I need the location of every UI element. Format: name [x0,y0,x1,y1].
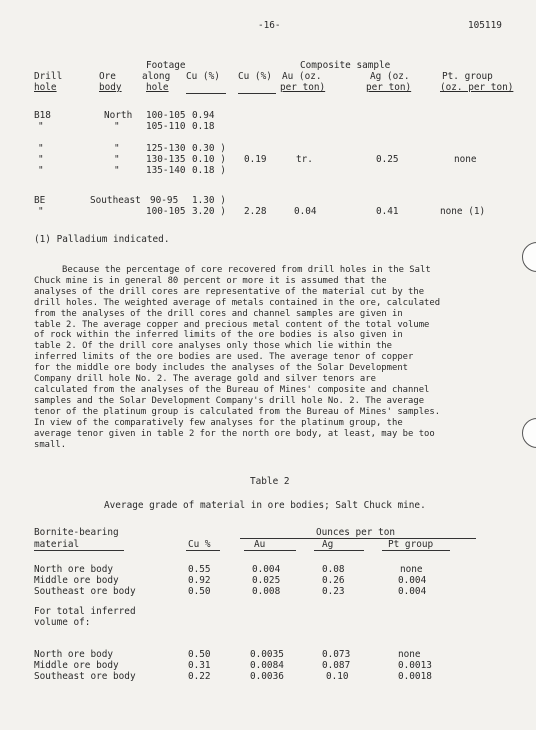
cell-footage: 135-140 [146,165,186,176]
header-au: Au [254,539,266,550]
row-au: 0.008 [252,586,281,597]
cell-hole: B18 [34,110,51,121]
paragraph-line: table 2. Of the drill core analyses only those which lie within the [34,341,392,352]
header-au: Au (oz. [282,71,322,82]
header-along: along [142,71,171,82]
cell-hole: " [38,165,44,176]
document-number: 105119 [468,20,502,31]
paragraph-line: inferred limits of the ore bodies are used. The average tenor of copper [34,352,414,363]
underline-cu [186,550,220,551]
ounces-rule [240,538,476,539]
table2-title: Table 2 [250,476,290,487]
header-footage: Footage [146,60,186,71]
cell-body: " [114,154,120,165]
row-ag: 0.26 [322,575,345,586]
header-pt: Pt. group [442,71,493,82]
cell-cu-composite: 2.28 [244,206,267,217]
header-ag-unit: per ton) [366,82,412,93]
paragraph-line: calculated from the analyses of the Bureau of Mines' composite and channel [34,384,430,395]
row-ag: 0.10 [326,671,349,682]
row-pt: 0.0013 [398,660,432,671]
header-ag: Ag (oz. [370,71,410,82]
row-name: North ore body [34,564,114,575]
header-drill: Drill [34,71,63,82]
row-name: Southeast ore body [34,586,136,597]
paragraph-line: table 2. The average copper and precious metal content of the total volume [34,319,430,330]
header-pt-unit: (oz. per ton) [440,82,514,93]
row-name: Middle ore body [34,575,119,586]
cell-cu: 1.30 ) [192,195,226,206]
row-ag: 0.08 [322,564,345,575]
row-au: 0.0035 [250,649,284,660]
row-cu: 0.50 [188,586,211,597]
cell-hole: " [38,206,44,217]
row-cu: 0.92 [188,575,211,586]
row-pt: none [400,564,423,575]
header-ore: Ore [99,71,116,82]
header-au-unit: per ton) [280,82,326,93]
paragraph-line: of rock within the inferred limits of the ore bodies is also given in [34,330,403,341]
paragraph-line: samples and the Solar Development Company's drill hole No. 2. The average [34,395,425,406]
header-cu1: Cu (%) [186,71,220,82]
cell-footage: 105-110 [146,121,186,132]
row-name: Southeast ore body [34,671,136,682]
underline-au [244,550,296,551]
cell-cu: 3.20 ) [192,206,226,217]
cell-footage: 125-130 [146,143,186,154]
header-composite: Composite sample [300,60,391,71]
cell-au: 0.04 [294,206,317,217]
paragraph-line: In view of the comparatively few analyses for the platinum group, the [34,417,403,428]
row-cu: 0.50 [188,649,211,660]
paragraph-line: Company drill hole No. 2. The average gold and silver tenors are [34,374,376,385]
underline-cu1 [186,93,226,94]
header-ag: Ag [322,539,334,550]
header-material-2: material [34,539,80,550]
row-au: 0.0084 [250,660,284,671]
row-pt: 0.004 [398,575,427,586]
cell-pt: none [454,154,477,165]
underline-material [34,550,124,551]
cell-footage: 130-135 [146,154,186,165]
header-ounces: Ounces per ton [316,527,396,538]
row-ag: 0.23 [322,586,345,597]
paragraph-line: tenor of the platinum group is calculated from the Bureau of Mines' samples. [34,406,441,417]
cell-body: Southeast [90,195,141,206]
body-paragraph [34,265,494,450]
underline-ag [314,550,364,551]
section2-label-2: volume of: [34,617,91,628]
header-cu: Cu % [188,539,211,550]
row-ag: 0.073 [322,649,351,660]
underline-pt [382,550,450,551]
row-cu: 0.55 [188,564,211,575]
cell-body: " [114,165,120,176]
cell-cu: 0.10 ) [192,154,226,165]
row-au: 0.025 [252,575,281,586]
section2-label: For total inferred [34,606,136,617]
paragraph-line: Because the percentage of core recovered from drill holes in the Salt [62,265,431,275]
punch-hole-mark [522,242,536,272]
row-au: 0.0036 [250,671,284,682]
cell-pt: none (1) [440,206,486,217]
paragraph-line: for the middle ore body includes the analyses of the Solar Development [34,363,409,374]
cell-ag: 0.41 [376,206,399,217]
header-cu2: Cu (%) [238,71,272,82]
paragraph-line: analyses of the drill cores are representative of the material cut by the [34,286,425,297]
row-pt: 0.004 [398,586,427,597]
underline-cu2 [238,93,276,94]
header-material: Bornite-bearing [34,527,119,538]
cell-cu: 0.94 [192,110,215,121]
cell-footage: 100-105 [146,110,186,121]
row-cu: 0.22 [188,671,211,682]
row-pt: 0.0018 [398,671,432,682]
paragraph-line: average tenor given in table 2 for the north ore body, at least, may be too [34,428,435,439]
paragraph-line: small. [34,439,67,450]
cell-hole: " [38,154,44,165]
paragraph-line: Chuck mine is in general 80 percent or more it is assumed that the [34,275,387,286]
cell-footage: 90-95 [150,195,179,206]
cell-cu: 0.30 ) [192,143,226,154]
row-ag: 0.087 [322,660,351,671]
punch-hole-mark [522,418,536,448]
header-hole2: hole [146,82,169,93]
cell-au: tr. [296,154,313,165]
row-name: North ore body [34,649,114,660]
row-cu: 0.31 [188,660,211,671]
cell-body: " [114,121,120,132]
table1-footnote: (1) Palladium indicated. [34,234,170,245]
cell-cu: 0.18 [192,121,215,132]
cell-body: " [114,143,120,154]
header-hole: hole [34,82,57,93]
page-number: -16- [258,20,281,31]
table2-caption: Average grade of material in ore bodies; Salt Chuck mine. [104,500,426,511]
paragraph-line: from the analyses of the drill cores and channel samples are given in [34,308,403,319]
cell-cu: 0.18 ) [192,165,226,176]
cell-hole: " [38,143,44,154]
cell-footage: 100-105 [146,206,186,217]
header-body: body [99,82,122,93]
row-name: Middle ore body [34,660,119,671]
paragraph-line: drill holes. The weighted average of metals contained in the ore, calculated [34,297,441,308]
cell-hole: BE [34,195,46,206]
header-pt: Pt group [388,539,434,550]
cell-cu-composite: 0.19 [244,154,267,165]
cell-hole: " [38,121,44,132]
cell-ag: 0.25 [376,154,399,165]
row-au: 0.004 [252,564,281,575]
cell-body: North [104,110,133,121]
row-pt: none [398,649,421,660]
